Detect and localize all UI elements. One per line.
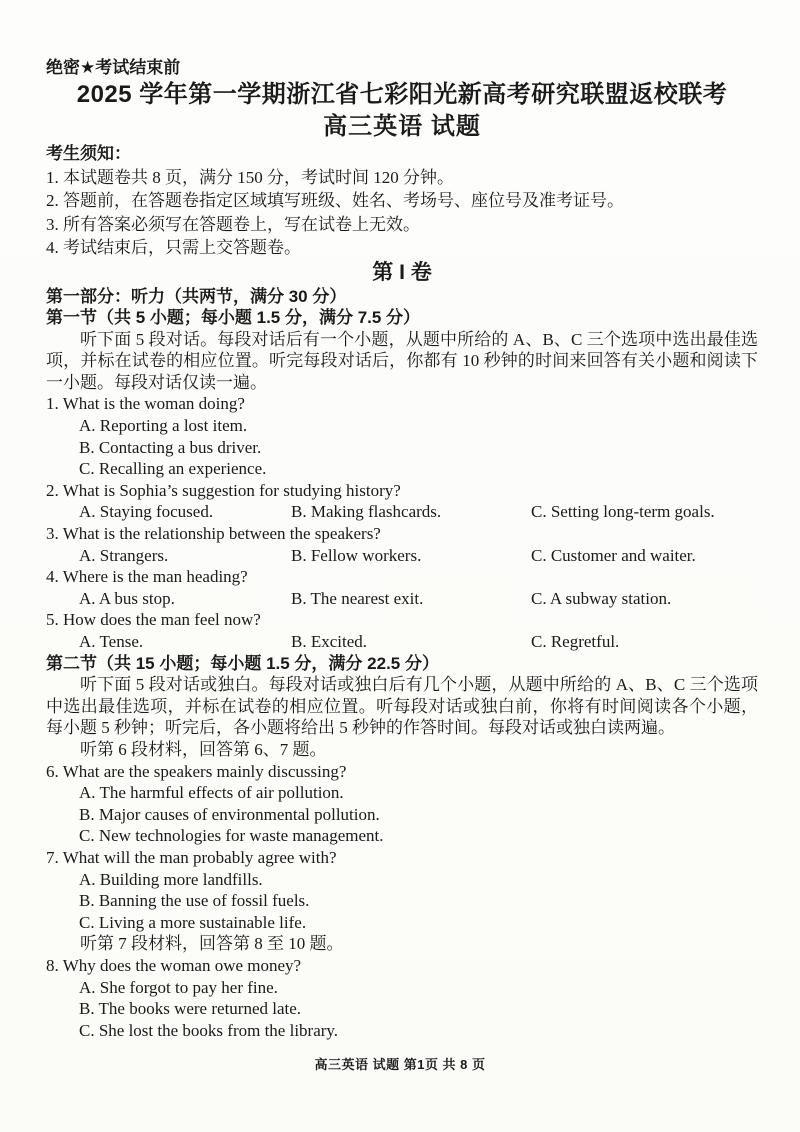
- question-3-options: [46, 545, 758, 567]
- notice-heading: 考生须知：: [46, 144, 131, 163]
- section2-instructions: 听下面 5 段对话或独白。每段对话或独白后有几个小题，从题中所给的 A、B、C 三个选项中选出最佳选项，并标在试卷的相应位置。听每段对话或独白前，你将有时间阅读各个小题，每小题 5 秒钟；听完后，各小题将给出 5 秒钟的作答时间。每段对话或独白读两遍。: [46, 675, 758, 738]
- question-8-text: 8. Why does the woman owe money?: [46, 955, 302, 975]
- question-4-option-a: A. A bus stop.: [79, 588, 175, 608]
- question-4-options: [46, 588, 758, 610]
- question-6-option-c: C. New technologies for waste management.: [79, 826, 384, 846]
- material-6-note: 听第 6 段材料，回答第 6、7 题。: [80, 739, 327, 759]
- question-7-option-a: A. Building more landfills.: [79, 869, 263, 889]
- question-7-option-b: B. Banning the use of fossil fuels.: [79, 891, 310, 911]
- question-2-option-c: C. Setting long-term goals.: [531, 502, 715, 522]
- question-2: [46, 480, 758, 523]
- exam-subtitle: 高三英语 试题: [323, 113, 481, 140]
- question-6-option-b: B. Major causes of environmental pollution.: [79, 804, 380, 824]
- part1-heading: 第一部分：听力（共两节，满分 30 分）: [46, 286, 347, 306]
- question-6: [46, 761, 758, 847]
- question-1: [46, 393, 758, 479]
- notice-item-1: 1. 本试题卷共 8 页，满分 150 分，考试时间 120 分钟。: [46, 167, 454, 187]
- question-5-text: 5. How does the man feel now?: [46, 610, 261, 630]
- question-6-options: [46, 782, 758, 847]
- question-4-text: 4. Where is the man heading?: [46, 567, 248, 587]
- question-4-option-c: C. A subway station.: [531, 588, 672, 608]
- question-5-options: [46, 631, 758, 653]
- volume-title: 第 I 卷: [372, 260, 432, 284]
- question-8: [46, 955, 758, 1041]
- question-2-option-b: B. Making flashcards.: [291, 502, 442, 522]
- question-3-option-c: C. Customer and waiter.: [531, 545, 696, 565]
- material-7-note: 听第 7 段材料，回答第 8 至 10 题。: [80, 934, 344, 954]
- notice-item-4: 4. 考试结束后，只需上交答题卷。: [46, 238, 301, 257]
- question-3-text: 3. What is the relationship between the speakers?: [46, 524, 381, 544]
- question-1-option-c: C. Recalling an experience.: [79, 459, 267, 479]
- question-1-text: 1. What is the woman doing?: [46, 394, 245, 414]
- question-8-options: [46, 977, 758, 1042]
- question-4: [46, 566, 758, 609]
- page-content: [46, 57, 758, 1041]
- question-5: [46, 609, 758, 652]
- secrecy-label: 绝密★考试结束前: [46, 58, 181, 77]
- question-7-option-c: C. Living a more sustainable life.: [79, 912, 307, 932]
- question-6-option-a: A. The harmful effects of air pollution.: [79, 783, 344, 803]
- question-5-option-c: C. Regretful.: [531, 632, 620, 651]
- question-8-option-c: C. She lost the books from the library.: [79, 1020, 339, 1040]
- question-1-options: [46, 415, 758, 480]
- notice-item-2: 2. 答题前，在答题卷指定区域填写班级、姓名、考场号、座位号及准考证号。: [46, 191, 624, 210]
- question-8-option-a: A. She forgot to pay her fine.: [79, 977, 278, 997]
- question-7: [46, 847, 758, 933]
- section1-heading: 第一节（共 5 小题；每小题 1.5 分，满分 7.5 分）: [46, 308, 421, 328]
- question-2-text: 2. What is Sophia’s suggestion for studying history?: [46, 480, 401, 500]
- question-2-options: [46, 501, 758, 523]
- question-3: [46, 523, 758, 566]
- notice-item-3: 3. 所有答案必须写在答题卷上，写在试卷上无效。: [46, 214, 420, 234]
- page-footer: 高三英语 试题 第1页 共 8 页: [314, 1057, 486, 1072]
- question-5-option-b: B. Excited.: [291, 632, 368, 651]
- question-4-option-b: B. The nearest exit.: [291, 588, 424, 608]
- section1-instructions: 听下面 5 段对话。每段对话后有一个小题，从题中所给的 A、B、C 三个选项中选出最佳选项，并标在试卷的相应位置。听完每段对话后，你都有 10 秒钟的时间来回答有关小题和阅读下一小题。每段对话仅读一遍。: [46, 329, 758, 392]
- question-5-option-a: A. Tense.: [79, 632, 144, 651]
- question-7-options: [46, 869, 758, 934]
- question-1-option-b: B. Contacting a bus driver.: [79, 437, 262, 457]
- question-6-text: 6. What are the speakers mainly discussing?: [46, 761, 347, 781]
- question-1-option-a: A. Reporting a lost item.: [79, 416, 248, 436]
- question-3-option-b: B. Fellow workers.: [291, 545, 422, 565]
- question-7-text: 7. What will the man probably agree with?: [46, 847, 337, 867]
- question-8-option-b: B. The books were returned late.: [79, 999, 302, 1019]
- exam-title: 2025 学年第一学期浙江省七彩阳光新高考研究联盟返校联考: [76, 81, 728, 108]
- question-2-option-a: A. Staying focused.: [79, 502, 214, 522]
- section2-heading: 第二节（共 15 小题；每小题 1.5 分，满分 22.5 分）: [46, 653, 439, 673]
- question-3-option-a: A. Strangers.: [79, 545, 169, 565]
